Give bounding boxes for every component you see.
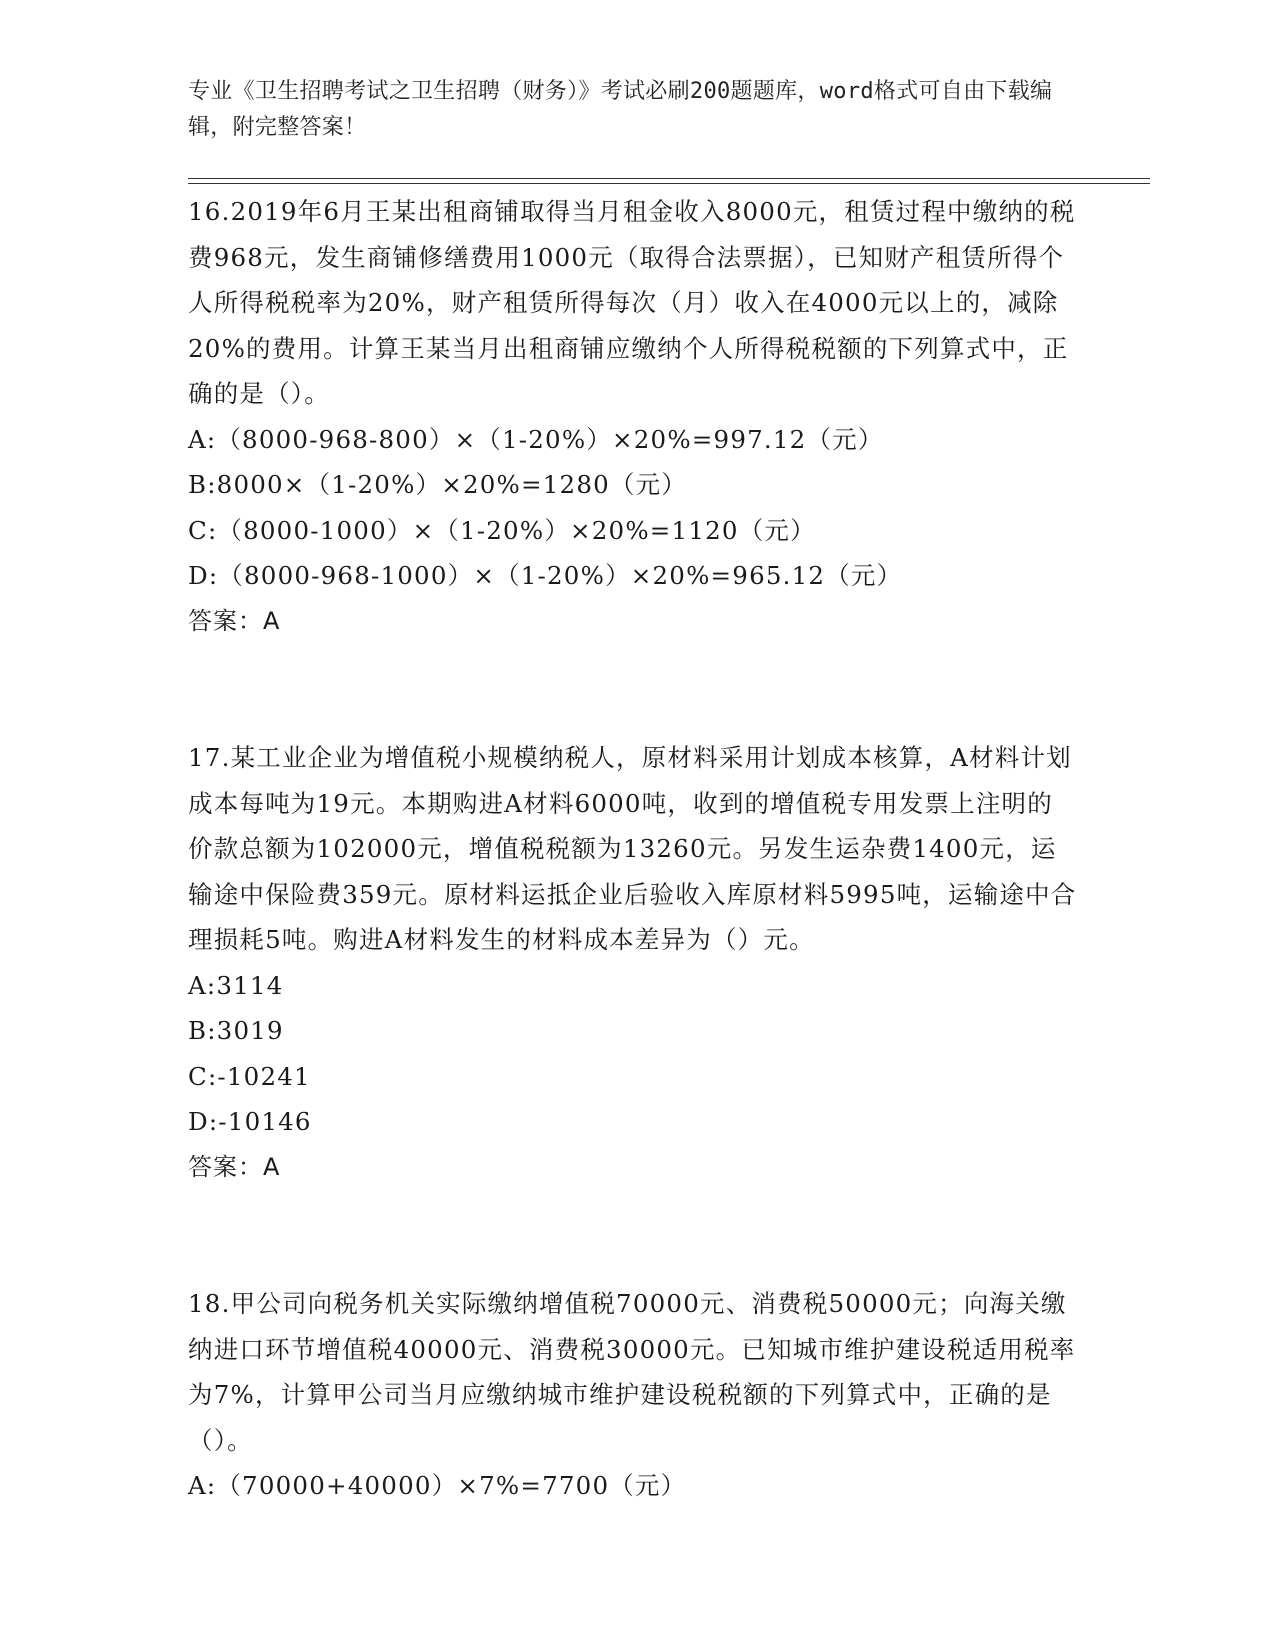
question-stem: 18.甲公司向税务机关实际缴纳增值税70000元、消费税50000元；向海关缴纳进口环节增值税40000元、消费税30000元。已知城市维护建设税适用税率为7%，计算甲公司当月应缴纳城市维护建设税税额的下列算式中，正确的是（）。 bbox=[188, 1289, 1076, 1455]
option-b: B:8000×（1-20%）×20%=1280（元） bbox=[188, 470, 688, 499]
option-d: D:（8000-968-1000）×（1-20%）×20%=965.12（元） bbox=[188, 561, 903, 590]
option-a: A:3114 bbox=[188, 970, 284, 1000]
question-17 bbox=[188, 735, 1078, 1281]
answer: 答案：A bbox=[188, 1152, 281, 1181]
option-b: B:3019 bbox=[188, 1016, 284, 1045]
option-c: C:（8000-1000）×（1-20%）×20%=1120（元） bbox=[188, 515, 816, 545]
question-stem: 17.某工业企业为增值税小规模纳税人，原材料采用计划成本核算，A材料计划成本每吨为19元。本期购进A材料6000吨，收到的增值税专用发票上注明的价款总额为102000元，增值税税额为13260元。另发生运杂费1400元，运输途中保险费359元。原材料运抵企业后验收入库原材料5995吨，运输途中合理损耗5吨。购进A材料发生的材料成本差异为（）元。 bbox=[188, 743, 1077, 954]
question-stem: 16.2019年6月王某出租商铺取得当月租金收入8000元，租赁过程中缴纳的税费968元，发生商铺修缮费用1000元（取得合法票据），已知财产租赁所得个人所得税税率为20%，财产租赁所得每次（月）收入在4000元以上的，减除20%的费用。计算王某当月出租商铺应缴纳个人所得税税额的下列算式中，正确的是（）。 bbox=[188, 197, 1076, 408]
answer: 答案：A bbox=[188, 606, 281, 635]
header-rule-bottom bbox=[188, 183, 1150, 184]
option-a: A:（8000-968-800）×（1-20%）×20%=997.12（元） bbox=[188, 424, 884, 454]
option-a: A:（70000+40000）×7%=7700（元） bbox=[188, 1471, 687, 1500]
question-18 bbox=[188, 1281, 1078, 1509]
option-c: C:-10241 bbox=[188, 1061, 311, 1091]
question-spacer bbox=[188, 1190, 1078, 1281]
option-d: D:-10146 bbox=[188, 1107, 312, 1136]
header-rule-top bbox=[188, 178, 1150, 179]
document-header bbox=[188, 74, 1068, 146]
question-spacer bbox=[188, 644, 1078, 735]
question-16 bbox=[188, 189, 1078, 735]
header-text: 专业《卫生招聘考试之卫生招聘（财务）》考试必刷200题题库，word格式可自由下载编辑，附完整答案！ bbox=[188, 79, 1053, 140]
question-list bbox=[188, 189, 1078, 1509]
